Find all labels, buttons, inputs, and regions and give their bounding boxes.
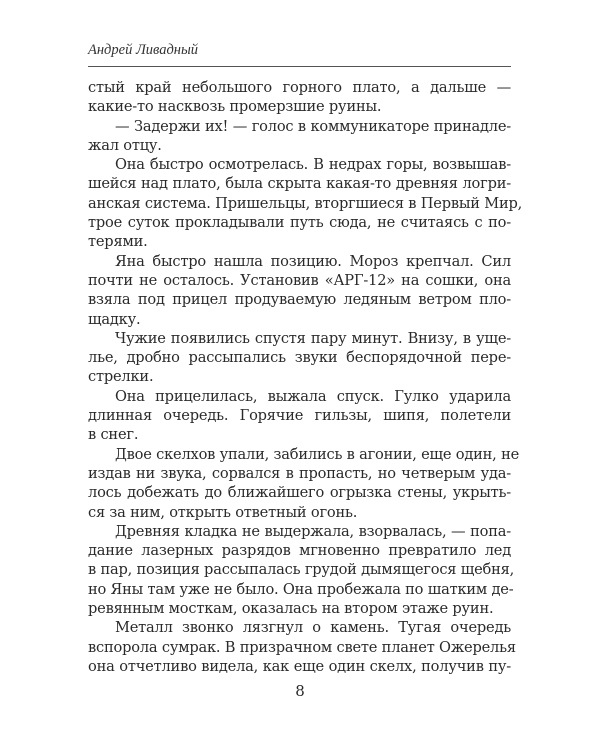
text-line: стрелки. [88, 368, 154, 386]
text-line: трое суток прокладывали путь сюда, не считаясь с по- [88, 214, 511, 232]
text-line: ся за ним, открыть ответный огонь. [88, 503, 358, 521]
text-line: анская система. Пришельцы, вторгшиеся в Первый Мир, [88, 194, 523, 212]
text-line: — Задержи их! — голос в коммуникаторе принадле- [115, 117, 511, 135]
text-line: стый край небольшого горного плато, а дальше — [88, 79, 511, 96]
text-line: Древняя кладка не выдержала, взорвалась, — попа- [115, 522, 511, 540]
text-line: щадку. [88, 310, 141, 328]
text-line: в снег. [88, 426, 139, 444]
text-line: Яна быстро нашла позицию. Мороз крепчал. Сил [115, 252, 511, 270]
text-line: ревянным мосткам, оказалась на втором этаже руин. [88, 600, 494, 618]
text-line: в пар, позиция рассыпалась грудой дымящегося щебня, [88, 561, 515, 579]
text-line: жал отцу. [88, 136, 162, 154]
page-number: 8 [295, 682, 305, 700]
text-line: дание лазерных разрядов мгновенно превратило лед [88, 542, 511, 560]
page-body-text [88, 78, 523, 676]
text-line: Двое скелхов упали, забились в агонии, еще один, не [115, 445, 520, 463]
text-line: лось добежать до ближайшего огрызка стены, укрыть- [88, 484, 511, 502]
text-line: длинная очередь. Горячие гильзы, шипя, полетели [88, 407, 511, 425]
text-line: издав ни звука, сорвался в пропасть, но четверым уда- [88, 464, 511, 482]
text-line: Она быстро осмотрелась. В недрах горы, возвышав- [115, 156, 511, 174]
text-line: какие-то насквозь промерзшие руины. [88, 98, 382, 116]
text-line: она отчетливо видела, как еще один скелх, получив пу- [88, 657, 511, 675]
text-line: Чужие появились спустя пару минут. Внизу, в уще- [115, 329, 511, 347]
text-line: терями. [88, 233, 148, 251]
running-header-author: Андрей Ливадный [88, 42, 199, 58]
text-line: почти не осталось. Установив «АРГ-12» на сошки, она [88, 271, 511, 289]
text-line: Она прицелилась, выжала спуск. Гулко ударила [115, 387, 511, 405]
text-line: Металл звонко лязгнул о камень. Тугая очередь [115, 619, 511, 637]
text-line: вспорола сумрак. В призрачном свете планет Ожерелья [88, 638, 516, 656]
text-line: взяла под прицел продуваемую ледяным ветром пло- [88, 291, 511, 309]
text-line: шейся над плато, была скрыта какая-то древняя логри- [88, 175, 511, 193]
header-rule [88, 66, 511, 67]
text-line: но Яны там уже не было. Она пробежала по шатким де- [88, 580, 514, 598]
text-line: лье, дробно рассыпались звуки беспорядочной пере- [88, 349, 511, 367]
